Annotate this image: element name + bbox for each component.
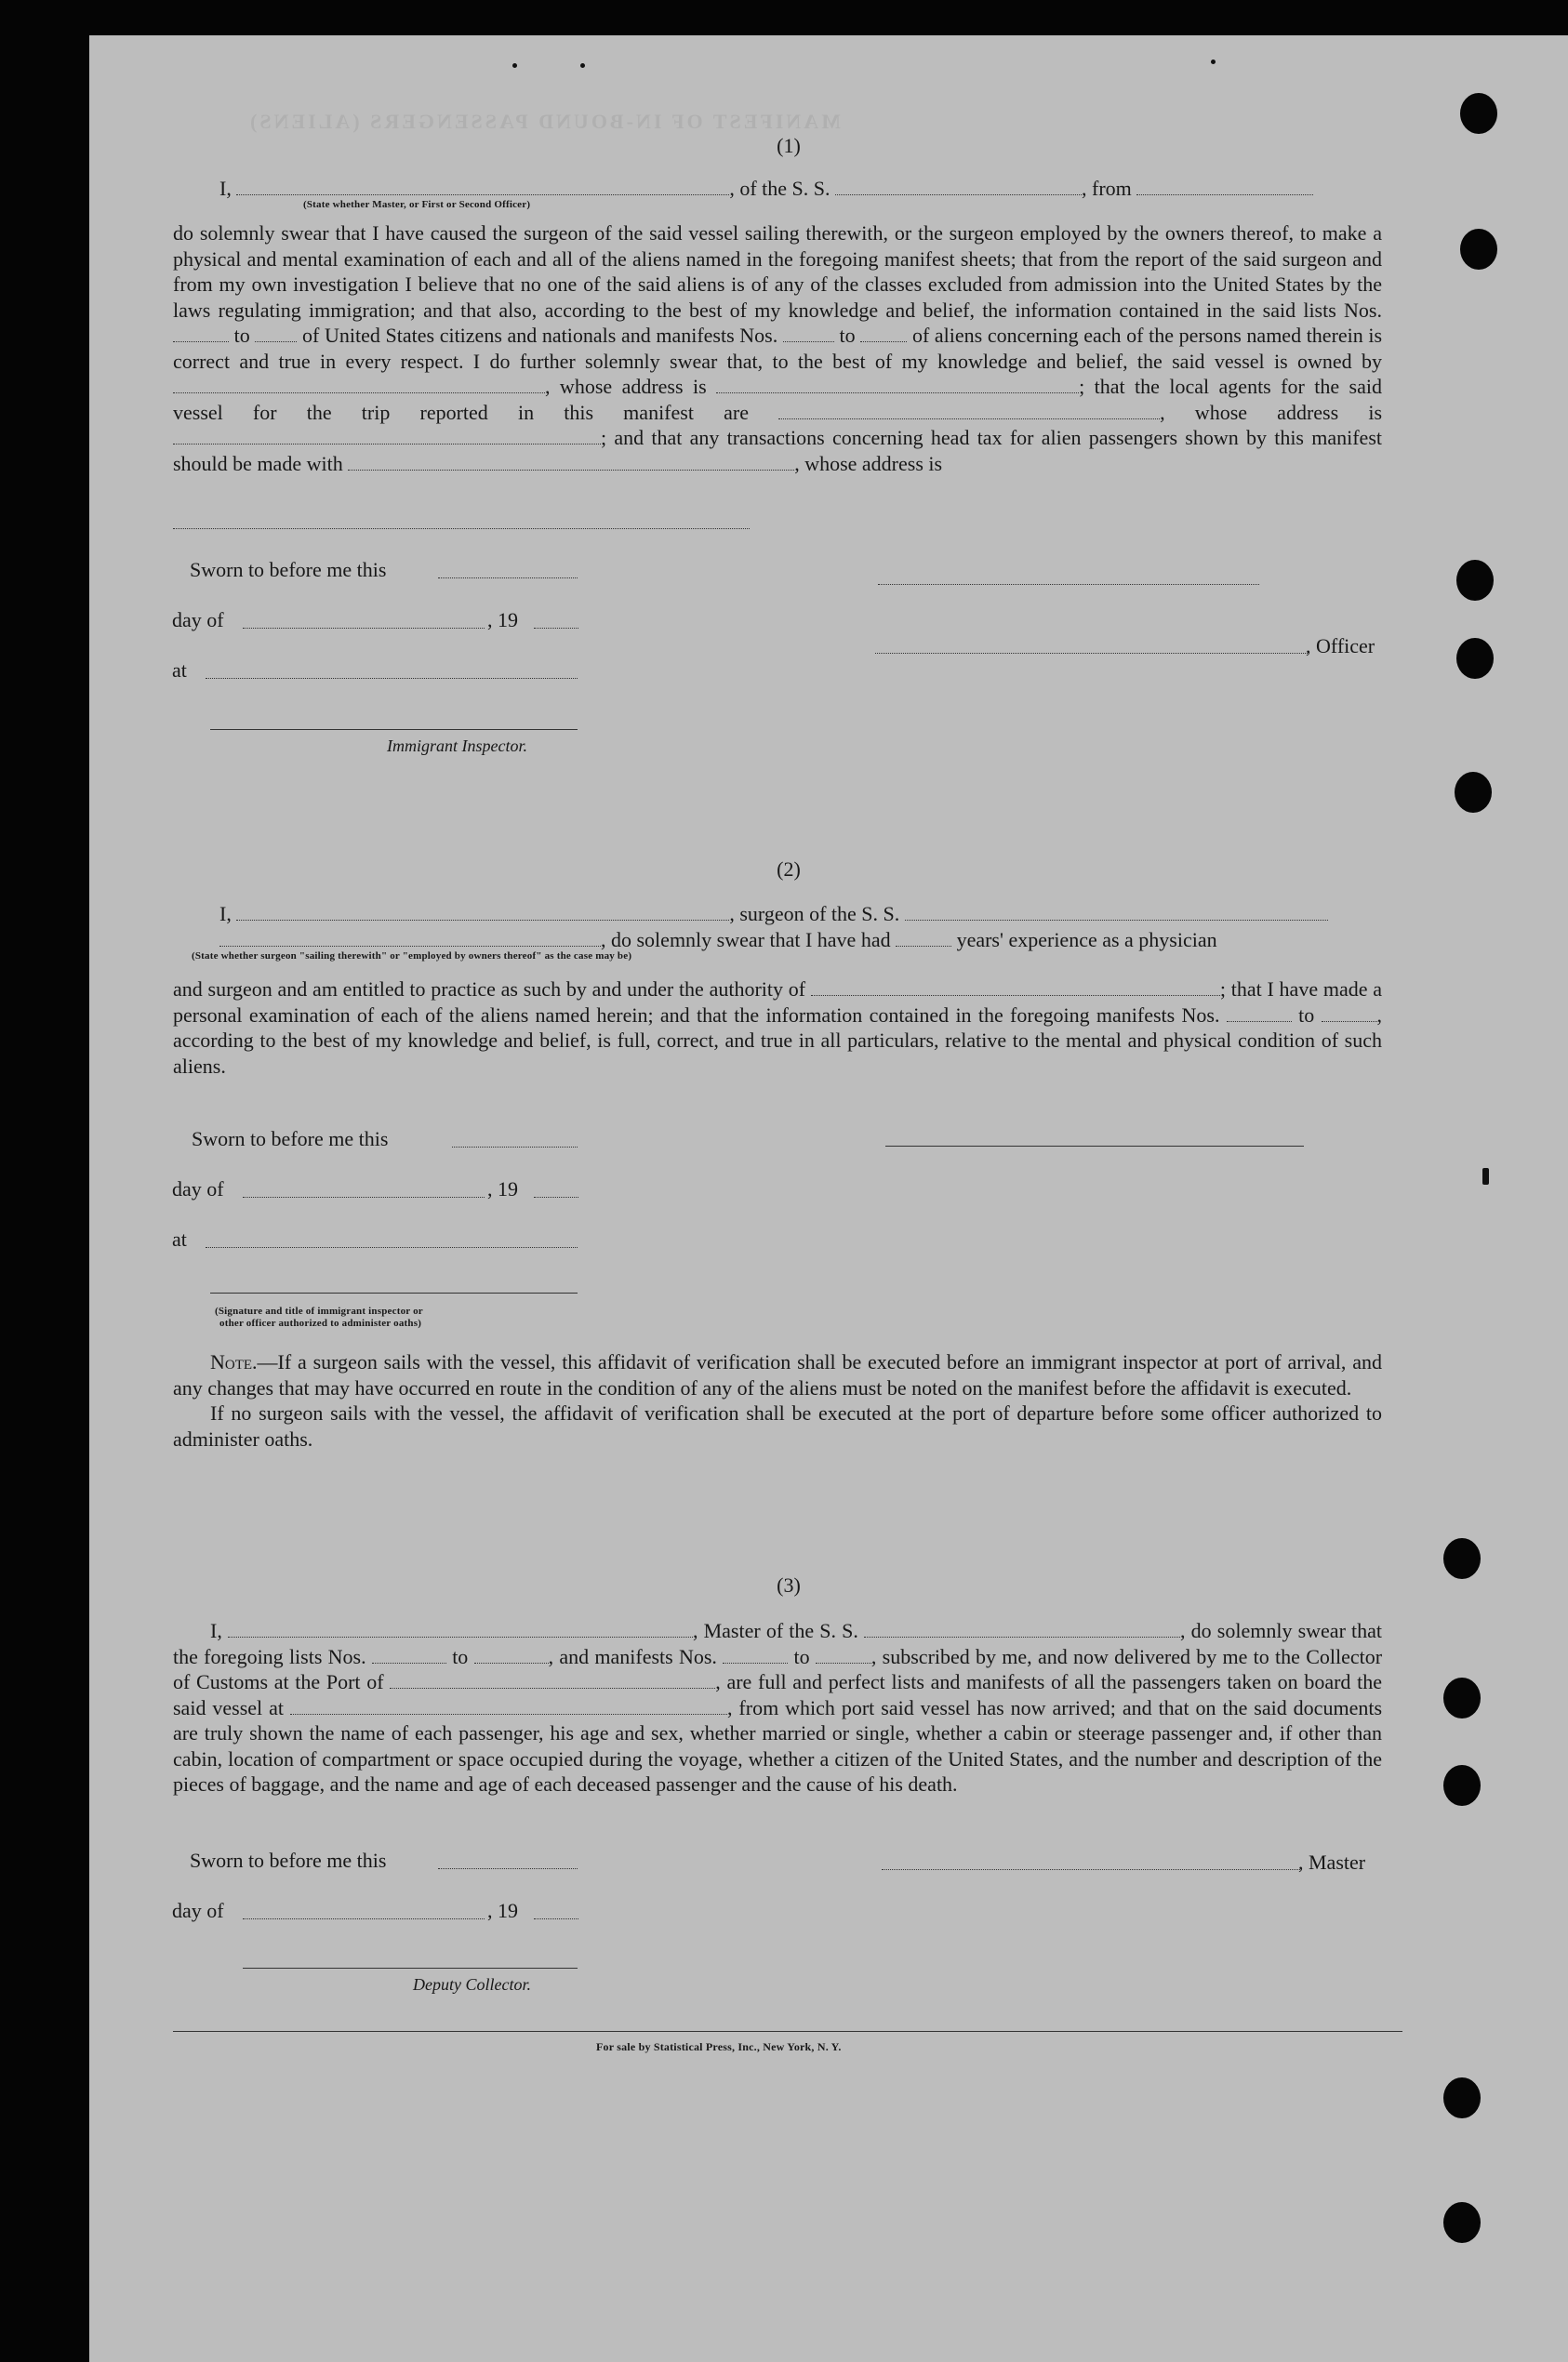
s3-body-part-7: , from which port said vessel has now arrived; and that on the said documents are truly shown the name of each passenger, his age and sex, whether married or single, whether a cabin or steerage passenger and, if other than cabin, location of compartment or space occupied during the voyage, whether a citizen of the United States, and the number and description of the pieces of baggage, and the name and age of each deceased passenger and the cause of his death. bbox=[173, 1695, 1383, 1796]
s3-day-of-label: day of bbox=[172, 1899, 224, 1922]
s1-officer-blank bbox=[236, 178, 729, 195]
s2-surgeon-blank bbox=[236, 903, 729, 921]
s1-year-label: , 19 bbox=[487, 608, 518, 631]
s3-body-part-3: , and manifests Nos. bbox=[548, 1644, 717, 1668]
s1-at-label: at bbox=[172, 658, 187, 682]
s1-day-of-label: day of bbox=[172, 608, 224, 631]
s1-headtax-blank bbox=[348, 453, 794, 471]
binder-hole bbox=[1455, 772, 1492, 813]
s2-note-text-2: If no surgeon sails with the vessel, the affidavit of verification shall be executed at the port of departure before some officer authorized to administer oaths. bbox=[173, 1401, 1382, 1451]
s1-sworn-label: Sworn to before me this bbox=[190, 558, 387, 581]
s1-officer-title-line bbox=[875, 653, 1308, 654]
s2-at-label: at bbox=[172, 1227, 187, 1251]
binder-hole bbox=[1460, 93, 1497, 134]
section-1-line-1 bbox=[219, 177, 1313, 201]
s2-day-blank bbox=[243, 1197, 485, 1198]
s3-boarding-port-blank bbox=[290, 1697, 727, 1715]
s1-ss-label: , of the S. S. bbox=[729, 177, 831, 200]
s2-note-text-1: —If a surgeon sails with the vessel, this affidavit of verification shall be executed before an immigrant inspector at port of arrival, and any changes that may have occurred en route in the condition of any of the aliens must be noted on the manifest before the affidavit is executed. bbox=[173, 1350, 1382, 1400]
s2-inspector-signature-line bbox=[210, 1293, 578, 1294]
s1-headtax-address-blank bbox=[173, 528, 750, 529]
document-page bbox=[89, 35, 1568, 2362]
binder-hole bbox=[1443, 1765, 1481, 1806]
s3-sworn-label: Sworn to before me this bbox=[190, 1849, 387, 1872]
s3-lists-to-blank bbox=[474, 1646, 549, 1664]
s1-body-part-6: , whose address is bbox=[545, 375, 707, 398]
s2-body-part-4: , according to the best of my knowledge and belief, is full, correct, and true in all particulars, relative to the mental and physical condition of such aliens. bbox=[173, 1002, 1383, 1078]
binder-hole bbox=[1443, 1678, 1481, 1718]
s1-owner-address-blank bbox=[716, 376, 1079, 393]
s2-year-blank bbox=[534, 1197, 578, 1198]
s1-body-part-9: ; and that any transactions concerning head tax for alien passengers shown by this manifest should be made with bbox=[173, 426, 1382, 475]
s3-sworn-blank bbox=[438, 1868, 578, 1869]
s1-inspector-label: Immigrant Inspector. bbox=[387, 736, 527, 755]
s3-body-part-1: , do solemnly swear that the foregoing lists Nos. bbox=[173, 1619, 1383, 1668]
s1-agents-blank bbox=[778, 402, 1160, 419]
s3-body-part-4: to bbox=[793, 1644, 810, 1668]
s3-manifest-to-blank bbox=[816, 1646, 871, 1664]
ink-speck bbox=[580, 63, 585, 68]
s3-collector-signature-line bbox=[243, 1968, 578, 1969]
s3-i-label: I, bbox=[210, 1619, 222, 1642]
binder-hole bbox=[1443, 2202, 1481, 2243]
s1-manifest-from-blank bbox=[783, 325, 834, 342]
s1-body-part-4: to bbox=[839, 324, 856, 347]
s2-at-blank bbox=[206, 1247, 578, 1248]
s2-sworn-blank bbox=[452, 1147, 578, 1148]
s1-port-blank bbox=[1136, 178, 1313, 195]
section-3-body bbox=[173, 1618, 1382, 1798]
s2-surgeon-caption: (State whether surgeon "sailing therewith" or "employed by owners thereof" as the case may be) bbox=[192, 950, 632, 962]
s2-body-part-3: to bbox=[1298, 1002, 1315, 1027]
s1-officer-caption: (State whether Master, or First or Second Officer) bbox=[303, 199, 531, 210]
s1-from-label: , from bbox=[1082, 177, 1132, 200]
s3-master-label: , Master bbox=[1298, 1851, 1366, 1874]
s2-manifest-to-blank bbox=[1322, 1004, 1377, 1022]
s3-year-label: , 19 bbox=[487, 1899, 518, 1922]
s1-body-part-5: of aliens concerning each of the persons named therein is correct and true in every respect. I do further solemnly swear that, to the best of my knowledge and belief, the said vessel is owned by bbox=[173, 324, 1383, 373]
s2-years-label: years' experience as a physician bbox=[956, 928, 1217, 951]
section-2-body bbox=[173, 976, 1382, 1079]
s3-master-blank bbox=[228, 1620, 693, 1638]
section-2-note bbox=[173, 1349, 1382, 1452]
s1-i-label: I, bbox=[219, 177, 232, 200]
s3-day-blank bbox=[243, 1918, 485, 1919]
s1-officer-label: , Officer bbox=[1306, 634, 1375, 657]
s2-note-label: Note. bbox=[210, 1350, 258, 1373]
s3-body-part-6: , are full and perfect lists and manifests of all the passengers taken on board the said vessel at bbox=[173, 1670, 1382, 1719]
s1-agents-address-blank bbox=[173, 427, 601, 445]
s2-signature-line bbox=[885, 1146, 1304, 1147]
s3-body-part-2: to bbox=[452, 1644, 469, 1668]
s1-inspector-signature-line bbox=[210, 729, 578, 730]
binder-hole bbox=[1443, 2077, 1481, 2118]
s1-year-blank bbox=[534, 628, 578, 629]
s3-body-part-5: , subscribed by me, and now delivered by me to the Collector of Customs at the Port of bbox=[173, 1644, 1383, 1693]
s1-vessel-blank bbox=[835, 178, 1082, 195]
s1-body-part-3: of United States citizens and nationals and manifests Nos. bbox=[302, 324, 778, 347]
s1-body-part-2: to bbox=[233, 324, 250, 347]
section-2-number: (2) bbox=[777, 857, 801, 881]
s3-deputy-label: Deputy Collector. bbox=[413, 1975, 531, 1994]
s1-body-part-1: do solemnly swear that I have caused the surgeon of the said vessel sailing therewith, or the surgeon employed by the owners thereof, to make a physical and mental examination of each and all of the aliens named in the foregoing manifest sheets; that from the report of the said surgeon and from my own investigation I believe that no one of the said aliens is of any of the classes excluded from admission into the United States by the laws regulating immigration; and that also, according to the best of my knowledge and belief, the information contained in the said lists Nos. bbox=[173, 221, 1382, 322]
s1-lists-to-blank bbox=[255, 325, 297, 342]
binder-hole bbox=[1443, 1538, 1481, 1579]
s3-manifest-from-blank bbox=[723, 1646, 788, 1664]
binder-hole bbox=[1456, 560, 1494, 601]
s1-body-part-10: , whose address is bbox=[794, 451, 943, 475]
s1-manifest-to-blank bbox=[860, 325, 907, 342]
s1-officer-signature-line bbox=[878, 584, 1259, 585]
s2-sworn-label: Sworn to before me this bbox=[192, 1127, 389, 1150]
section-1-body bbox=[173, 220, 1382, 476]
s2-swear-label: , do solemnly swear that I have had bbox=[601, 928, 891, 951]
s2-day-of-label: day of bbox=[172, 1177, 224, 1201]
ink-speck bbox=[1211, 60, 1216, 64]
s1-body-part-8: , whose address is bbox=[1160, 400, 1382, 424]
s2-years-blank bbox=[896, 929, 951, 947]
s2-signature-caption-1: (Signature and title of immigrant inspector or bbox=[215, 1306, 423, 1317]
section-3-number: (3) bbox=[777, 1573, 801, 1597]
s1-sworn-blank bbox=[438, 577, 578, 578]
bleed-through-text: MANIFEST OF IN-BOUND PASSENGERS (ALIENS) bbox=[247, 110, 841, 133]
ink-speck bbox=[1482, 1168, 1489, 1185]
s2-i-label: I, bbox=[219, 902, 232, 925]
footer-rule bbox=[173, 2031, 1402, 2032]
s1-lists-from-blank bbox=[173, 325, 229, 342]
s2-sailing-blank bbox=[219, 929, 601, 947]
s2-vessel-blank bbox=[905, 903, 1328, 921]
s2-ss-label: , surgeon of the S. S. bbox=[729, 902, 900, 925]
s3-year-blank bbox=[534, 1918, 578, 1919]
s3-port-blank bbox=[390, 1671, 715, 1689]
s3-lists-from-blank bbox=[372, 1646, 446, 1664]
s1-at-blank bbox=[206, 678, 578, 679]
s3-vessel-blank bbox=[864, 1620, 1180, 1638]
s1-day-blank bbox=[243, 628, 485, 629]
section-2-line-2 bbox=[219, 928, 1217, 952]
s3-ss-label: , Master of the S. S. bbox=[692, 1619, 858, 1642]
footer-publisher: For sale by Statistical Press, Inc., New York, N. Y. bbox=[596, 2040, 842, 2053]
s2-manifest-from-blank bbox=[1227, 1004, 1292, 1022]
s2-authority-blank bbox=[811, 978, 1220, 996]
section-1-number: (1) bbox=[777, 134, 801, 157]
section-2-line-1 bbox=[219, 902, 1328, 926]
s2-body-part-1: and surgeon and am entitled to practice as such by and under the authority of bbox=[173, 977, 806, 1001]
s1-body-part-7: ; that the local agents for the said vessel for the trip reported in this manifest are bbox=[173, 375, 1382, 424]
s2-signature-caption-2: other officer authorized to administer oaths) bbox=[219, 1318, 422, 1329]
s1-owner-blank bbox=[173, 376, 545, 393]
binder-hole bbox=[1460, 229, 1497, 270]
ink-speck bbox=[512, 63, 517, 68]
s2-body-part-2: ; that I have made a personal examination of each of the aliens named herein; and that the information contained in the foregoing manifests Nos. bbox=[173, 977, 1383, 1027]
s3-master-signature-line bbox=[882, 1869, 1300, 1870]
s2-year-label: , 19 bbox=[487, 1177, 518, 1201]
binder-hole bbox=[1456, 638, 1494, 679]
